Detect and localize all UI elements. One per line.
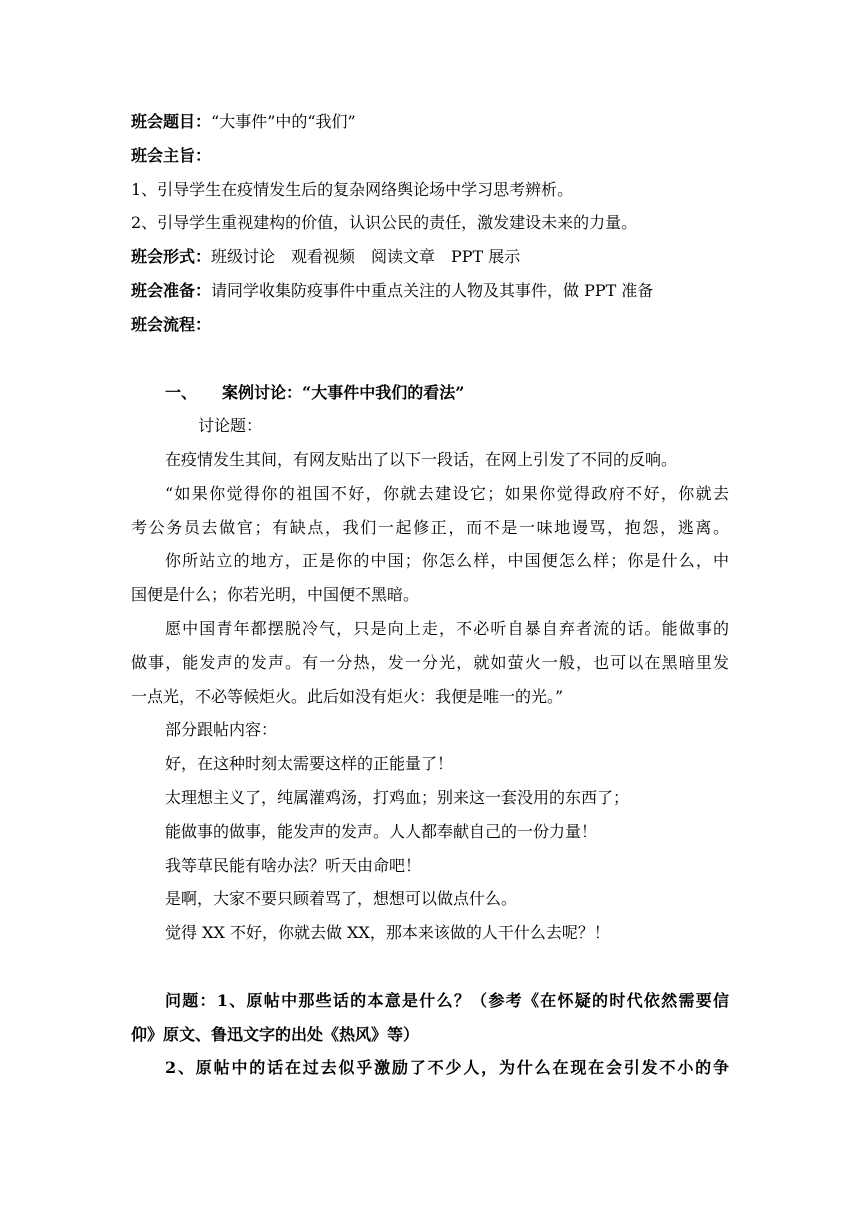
section-number: 一、 bbox=[165, 383, 198, 402]
reply-item: 是啊，大家不要只顾着骂了，想想可以做点什么。 bbox=[165, 889, 518, 908]
section-heading bbox=[165, 383, 464, 403]
prep-line bbox=[131, 281, 653, 301]
reply-item: 觉得 XX 不好，你就去做 XX，那本来该做的人干什么去呢？！ bbox=[165, 923, 610, 942]
reply-item: 我等草民能有啥办法？听天由命吧！ bbox=[165, 856, 422, 875]
discussion-intro: 在疫情发生其间，有网友贴出了以下一段话，在网上引发了不同的反响。 bbox=[165, 450, 678, 469]
quote-line: 愿中国青年都摆脱冷气，只是向上走，不必听自暴自弃者流的话。能做事的 bbox=[165, 619, 729, 638]
topic-line bbox=[131, 112, 356, 132]
quote-line: 考公务员去做官；有缺点，我们一起修正，而不是一味地谩骂，抱怨，逃离。 bbox=[131, 518, 729, 537]
quote-line: 国便是什么；你若光明，中国便不黑暗。 bbox=[131, 585, 420, 604]
topic-value: “大事件”中的“我们” bbox=[211, 112, 356, 131]
reply-item: 好，在这种时刻太需要这样的正能量了！ bbox=[165, 754, 454, 773]
purpose-item: 2、引导学生重视建构的价值，认识公民的责任，激发建设未来的力量。 bbox=[131, 213, 638, 232]
replies-label: 部分跟帖内容： bbox=[165, 720, 278, 739]
purpose-label: 班会主旨： bbox=[131, 146, 212, 165]
purpose-item: 1、引导学生在疫情发生后的复杂网络舆论场中学习思考辨析。 bbox=[131, 180, 574, 199]
quote-line: 你所站立的地方，正是你的中国；你怎么样，中国便怎么样；你是什么，中 bbox=[165, 551, 729, 570]
form-line bbox=[131, 247, 520, 267]
question-line: 问题：1、原帖中那些话的本意是什么？（参考《在怀疑的时代依然需要信 bbox=[165, 991, 729, 1010]
flow-label: 班会流程： bbox=[131, 315, 212, 334]
topic-label: 班会题目： bbox=[131, 112, 212, 131]
form-value: 班级讨论 观看视频 阅读文章 PPT 展示 bbox=[211, 247, 521, 266]
discussion-label: 讨论题： bbox=[198, 416, 263, 435]
reply-item: 能做事的做事，能发声的发声。人人都奉献自己的一份力量！ bbox=[165, 822, 598, 841]
prep-value: 请同学收集防疫事件中重点关注的人物及其事件，做 PPT 准备 bbox=[211, 281, 654, 300]
form-label: 班会形式： bbox=[131, 247, 212, 266]
quote-line: 做事，能发声的发声。有一分热，发一分光，就如萤火一般，也可以在黑暗里发 bbox=[131, 653, 729, 672]
reply-item: 太理想主义了，纯属灌鸡汤，打鸡血；别来这一套没用的东西了； bbox=[165, 788, 630, 807]
prep-label: 班会准备： bbox=[131, 281, 212, 300]
quote-line: 一点光，不必等候炬火。此后如没有炬火：我便是唯一的光。” bbox=[131, 687, 564, 706]
question-line: 仰》原文、鲁迅文字的出处《热风》等） bbox=[131, 1025, 420, 1044]
quote-line: “如果你觉得你的祖国不好，你就去建设它；如果你觉得政府不好，你就去 bbox=[165, 484, 729, 503]
section-title: 案例讨论：“大事件中我们的看法” bbox=[222, 383, 465, 402]
question-line: 2、原帖中的话在过去似乎激励了不少人，为什么在现在会引发不小的争 bbox=[165, 1058, 729, 1077]
